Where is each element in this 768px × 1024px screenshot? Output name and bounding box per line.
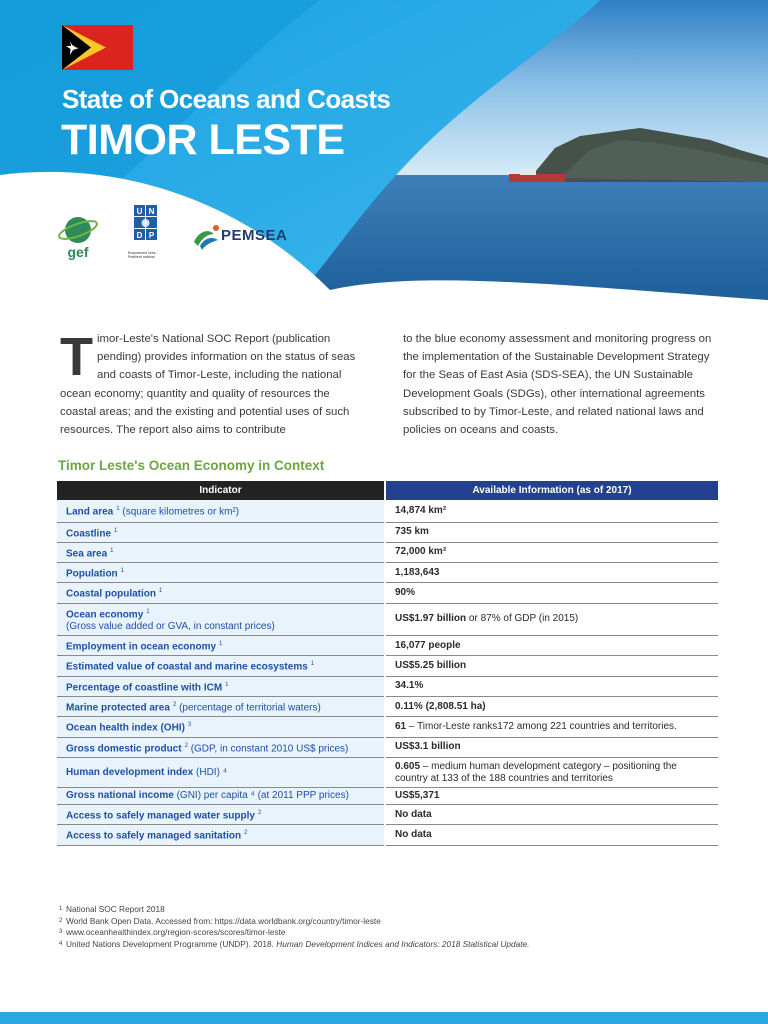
table-row bbox=[57, 697, 718, 717]
value-highlight: 34.1% bbox=[395, 680, 424, 692]
table-row bbox=[57, 737, 718, 757]
footnote-text: National SOC Report 2018 bbox=[66, 904, 165, 914]
footnote-ref: 2 bbox=[244, 830, 248, 837]
ocean-economy-table bbox=[57, 481, 718, 846]
value-highlight: 61 bbox=[395, 721, 407, 733]
indicator-detail: (percentage of territorial waters) bbox=[179, 702, 321, 714]
indicator-detail: (GDP, in constant 2010 US$ prices) bbox=[190, 743, 349, 755]
footnote bbox=[59, 927, 529, 939]
indicator-cell bbox=[57, 500, 385, 522]
indicator-cell bbox=[57, 542, 385, 562]
value-cell bbox=[385, 636, 718, 656]
intro-left-column bbox=[60, 327, 366, 439]
indicator-cell bbox=[57, 788, 385, 805]
table-row bbox=[57, 522, 718, 542]
value-cell bbox=[385, 676, 718, 696]
value-cell bbox=[385, 500, 718, 522]
table-row bbox=[57, 583, 718, 603]
country-title: TIMOR LESTE bbox=[61, 116, 345, 164]
indicator-name: Coastline bbox=[66, 527, 112, 539]
footnote-ref: 1 bbox=[116, 506, 120, 513]
footnote-ref: 1 bbox=[146, 608, 150, 615]
value-text: or 87% of GDP (in 2015) bbox=[466, 613, 579, 625]
header-banner bbox=[0, 0, 768, 300]
table-body bbox=[57, 500, 718, 845]
gef-logo-icon bbox=[56, 212, 100, 262]
footnote-text: World Bank Open Data. Accessed from: https://data.worldbank.org/country/timor-leste bbox=[66, 915, 381, 926]
indicator-cell bbox=[57, 563, 385, 583]
indicator-cell bbox=[57, 603, 385, 635]
footnote-number: 4 bbox=[59, 941, 63, 948]
footnote-ref: 1 bbox=[114, 527, 118, 534]
value-highlight: 16,077 people bbox=[395, 639, 461, 651]
table-row bbox=[57, 500, 718, 522]
value-highlight: US$1.97 billion bbox=[395, 613, 467, 625]
value-cell bbox=[385, 583, 718, 603]
intro-right-column bbox=[403, 330, 713, 439]
table-row bbox=[57, 788, 718, 805]
value-highlight: 0.605 bbox=[395, 760, 421, 772]
indicator-name: Sea area bbox=[66, 548, 108, 560]
bottom-accent-bar bbox=[0, 1012, 768, 1024]
footnote-ref: 1 bbox=[120, 568, 125, 575]
indicator-name: Access to safely managed sanitation bbox=[66, 830, 242, 842]
value-text: – Timor-Leste ranks172 among 221 countries and territories. bbox=[406, 721, 677, 733]
indicator-name: Land area bbox=[66, 506, 114, 518]
value-highlight: US$5,371 bbox=[395, 790, 440, 802]
column-header-information: Available Information (as of 2017) bbox=[385, 481, 718, 500]
table-row bbox=[57, 717, 718, 737]
footnotes bbox=[59, 904, 529, 951]
indicator-name: Gross domestic product bbox=[66, 743, 182, 755]
footnote bbox=[59, 939, 529, 951]
value-cell bbox=[385, 805, 718, 825]
value-cell bbox=[385, 737, 718, 757]
footnote-number: 1 bbox=[59, 906, 63, 912]
indicator-cell bbox=[57, 805, 385, 825]
undp-logo-icon bbox=[128, 205, 162, 269]
footnote-ref: 2 bbox=[172, 702, 177, 709]
footnote-text: United Nations Development Programme (UNDP). 2018. bbox=[66, 939, 277, 950]
table-row bbox=[57, 805, 718, 825]
indicator-cell bbox=[57, 697, 385, 717]
undp-letter-n: N bbox=[148, 207, 155, 216]
indicator-name: Gross national income bbox=[66, 790, 174, 802]
column-header-indicator: Indicator bbox=[57, 481, 385, 500]
indicator-name: Estimated value of coastal and marine ecosystems bbox=[66, 661, 308, 673]
value-highlight: 735 km bbox=[395, 526, 429, 538]
value-highlight: No data bbox=[395, 808, 432, 820]
indicator-cell bbox=[57, 583, 385, 603]
footnote-number: 2 bbox=[59, 917, 63, 924]
table-row bbox=[57, 825, 718, 845]
indicator-detail: (GNI) per capita ⁴ (at 2011 PPP prices) bbox=[176, 790, 349, 802]
value-highlight: 14,874 km² bbox=[395, 504, 447, 516]
indicator-name: Human development index bbox=[66, 766, 194, 778]
indicator-cell bbox=[57, 758, 385, 788]
footnote bbox=[59, 904, 529, 916]
value-highlight: US$3.1 billion bbox=[395, 741, 461, 753]
table-title: Timor Leste's Ocean Economy in Context bbox=[58, 458, 325, 473]
intro-left-text: imor-Leste's National SOC Report (publication pending) provides information on the status of seas and coasts of Timor-Leste, including the national ocean economy; quantity and quality of resources the coastal areas; and the existing and potential uses of such resources. The report also aims to contribute bbox=[60, 333, 356, 437]
indicator-name: Access to safely managed water supply bbox=[66, 810, 255, 822]
indicator-detail: (square kilometres or km²) bbox=[122, 506, 240, 518]
footnote-number: 3 bbox=[59, 929, 63, 936]
timor-leste-flag-icon bbox=[62, 25, 133, 70]
footnote-ref: 2 bbox=[257, 810, 262, 817]
indicator-name: Employment in ocean economy bbox=[66, 641, 217, 653]
table-row bbox=[57, 542, 718, 562]
indicator-cell bbox=[57, 676, 385, 696]
footnote-ref: 1 bbox=[219, 641, 223, 648]
footnote-text: www.oceanhealthindex.org/region-scores/scores/timor-leste bbox=[66, 927, 286, 938]
pemsea-logo-text: PEMSEA bbox=[221, 227, 288, 244]
footnote-ref: 1 bbox=[159, 588, 163, 595]
table-row bbox=[57, 676, 718, 696]
value-cell bbox=[385, 656, 718, 676]
value-highlight: 1,183,643 bbox=[395, 566, 440, 578]
indicator-cell bbox=[57, 522, 385, 542]
value-cell bbox=[385, 697, 718, 717]
value-cell bbox=[385, 563, 718, 583]
table-header-row bbox=[57, 481, 718, 500]
value-cell bbox=[385, 758, 718, 788]
table-row bbox=[57, 603, 718, 635]
indicator-cell bbox=[57, 656, 385, 676]
indicator-name: Population bbox=[66, 568, 118, 580]
indicator-name: Ocean economy bbox=[66, 609, 144, 621]
indicator-name: Marine protected area bbox=[66, 702, 170, 714]
footnote-ref: 1 bbox=[310, 661, 315, 668]
undp-letter-p: P bbox=[148, 231, 155, 240]
gef-logo-text: gef bbox=[67, 244, 89, 260]
indicator-cell bbox=[57, 717, 385, 737]
value-cell bbox=[385, 603, 718, 635]
footnote-ref: 1 bbox=[110, 547, 114, 554]
intro-right-text: to the blue economy assessment and monitoring progress on the implementation of the Sustainable Development Strategy for the Seas of East Asia (SDS-SEA), the UN Sustainable Development Goals (SDGs), other international agreements subscribed to by Timor-Leste, and related national laws and policies on oceans and coasts. bbox=[403, 333, 712, 437]
value-highlight: 0.11% (2,808.51 ha) bbox=[395, 700, 486, 712]
undp-letter-u: U bbox=[136, 207, 143, 216]
indicator-name: Percentage of coastline with ICM bbox=[66, 682, 223, 694]
footnote-ref: 2 bbox=[184, 742, 188, 749]
indicator-name: Ocean health index (OHI) bbox=[66, 722, 185, 734]
value-cell bbox=[385, 717, 718, 737]
value-cell bbox=[385, 788, 718, 805]
table-row bbox=[57, 758, 718, 788]
indicator-cell bbox=[57, 825, 385, 845]
table-row bbox=[57, 656, 718, 676]
value-highlight: 90% bbox=[395, 587, 416, 599]
footnote-ref: 3 bbox=[187, 722, 192, 729]
indicator-cell bbox=[57, 636, 385, 656]
value-highlight: US$5.25 billion bbox=[395, 660, 467, 672]
indicator-detail: (HDI) ⁴ bbox=[196, 766, 227, 778]
report-title: State of Oceans and Coasts bbox=[62, 84, 391, 114]
value-highlight: No data bbox=[395, 829, 432, 841]
indicator-detail: (Gross value added or GVA, in constant prices) bbox=[66, 621, 275, 633]
indicator-cell bbox=[57, 737, 385, 757]
value-cell bbox=[385, 522, 718, 542]
footnote-ref: 1 bbox=[225, 681, 229, 688]
footnote bbox=[59, 916, 529, 928]
value-cell bbox=[385, 825, 718, 845]
table-row bbox=[57, 636, 718, 656]
undp-tagline: Empowered lives. Resilient nations. bbox=[128, 251, 157, 260]
value-highlight: 72,000 km² bbox=[395, 546, 447, 558]
intro-dropcap: T bbox=[60, 327, 93, 387]
footnote-italic-text: Human Development Indices and Indicators: 2018 Statistical Update. bbox=[276, 939, 530, 950]
table-row bbox=[57, 563, 718, 583]
value-cell bbox=[385, 542, 718, 562]
undp-letter-d: D bbox=[136, 231, 143, 240]
value-text: – medium human development category – positioning the country at 133 of the 188 countries and territories bbox=[395, 760, 677, 784]
indicator-name: Coastal population bbox=[66, 588, 156, 600]
